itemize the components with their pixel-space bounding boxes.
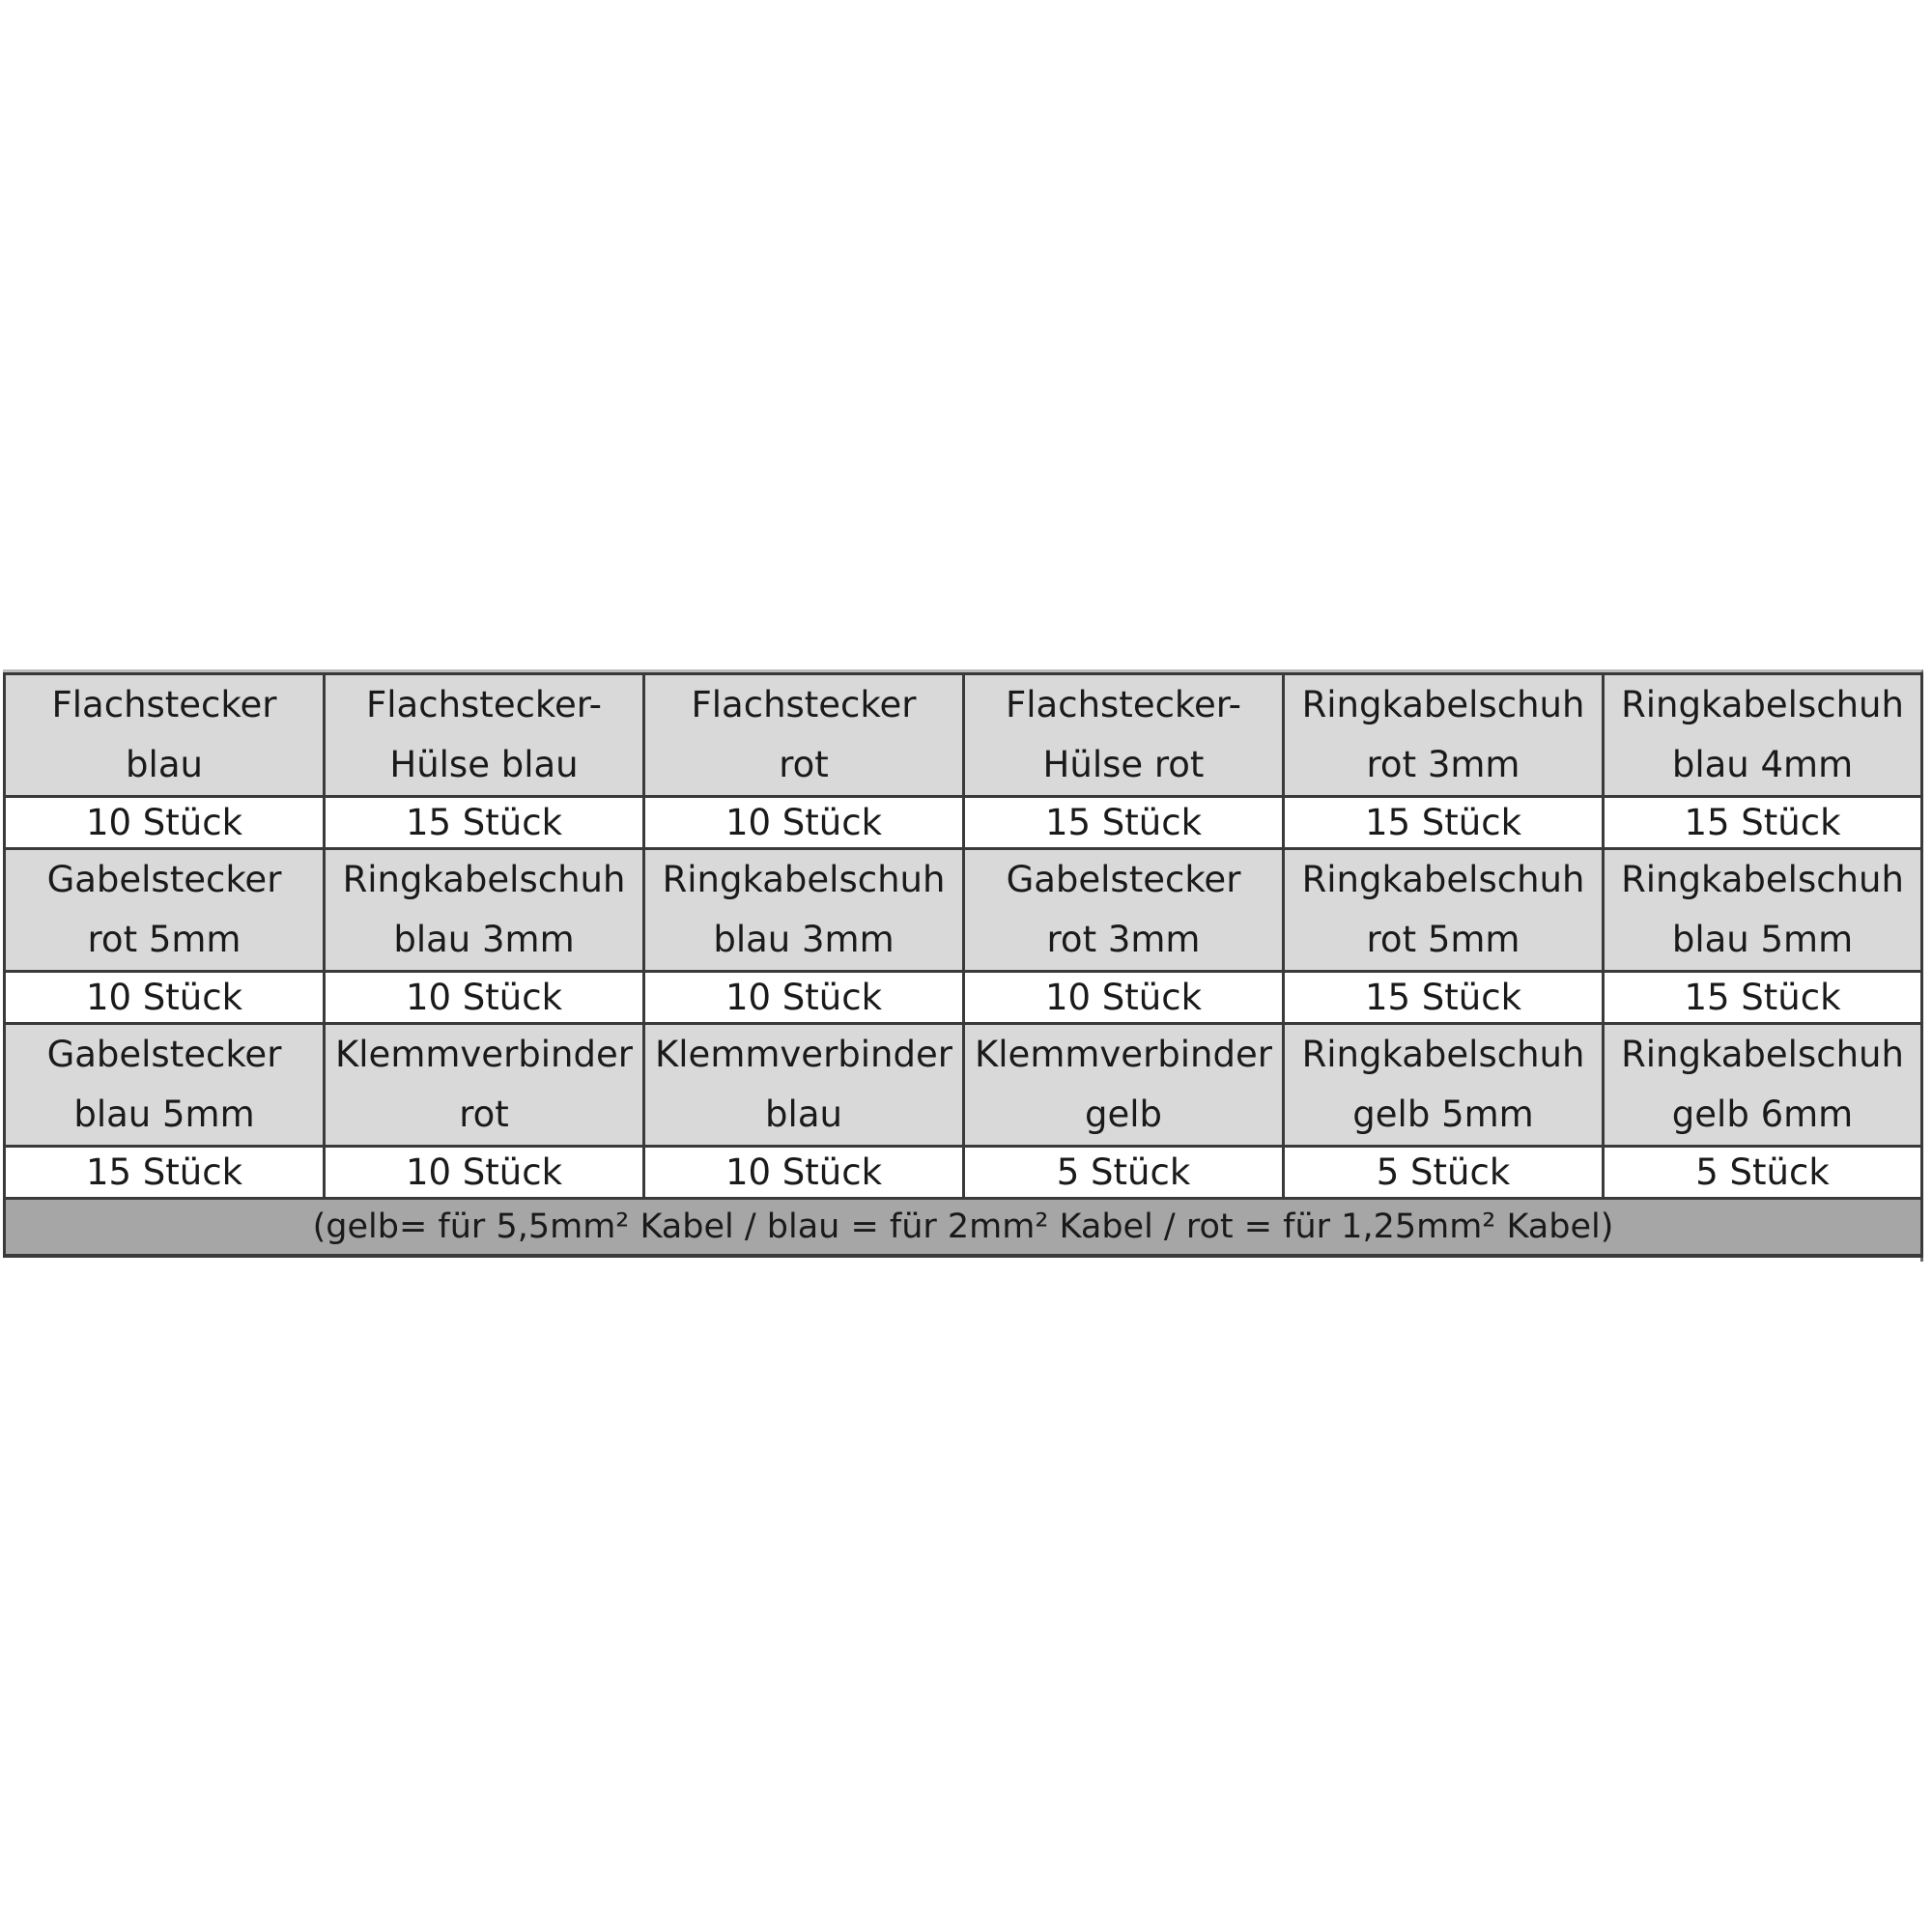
product-name-cell — [964, 674, 1284, 797]
product-name-line: Ringkabelschuh — [342, 859, 626, 900]
product-name-line: Ringkabelschuh — [1301, 1034, 1585, 1075]
quantity-cell: 5 Stück — [1284, 1147, 1604, 1199]
parts-table-container — [3, 669, 1923, 1262]
quantity-row — [5, 972, 1922, 1024]
quantity-cell: 10 Stück — [5, 972, 325, 1024]
product-name-line: Klemmverbinder — [975, 1034, 1272, 1075]
product-name-line: Ringkabelschuh — [662, 859, 946, 900]
product-name-line: Flachstecker — [691, 684, 917, 725]
product-name-line: blau — [126, 744, 203, 785]
product-name-cell — [1284, 674, 1604, 797]
product-name-line: Ringkabelschuh — [1621, 859, 1904, 900]
product-name-line: gelb — [1084, 1094, 1163, 1135]
product-name-cell — [1604, 1024, 1922, 1147]
product-name-cell — [1604, 674, 1922, 797]
product-name-line: Klemmverbinder — [335, 1034, 633, 1075]
footer-row — [5, 1199, 1922, 1257]
product-name-cell — [644, 674, 964, 797]
parts-table — [3, 672, 1923, 1258]
product-name-line: Hülse blau — [389, 744, 579, 785]
quantity-row — [5, 1147, 1922, 1199]
product-name-line: Flachstecker- — [1006, 684, 1241, 725]
product-name-line: gelb 5mm — [1352, 1094, 1534, 1135]
quantity-cell: 10 Stück — [964, 972, 1284, 1024]
quantity-cell: 15 Stück — [964, 797, 1284, 849]
quantity-cell: 10 Stück — [325, 1147, 644, 1199]
product-name-line: Klemmverbinder — [655, 1034, 952, 1075]
product-name-cell — [325, 1024, 644, 1147]
product-name-cell — [1604, 849, 1922, 972]
product-name-line: Flachstecker- — [366, 684, 602, 725]
quantity-cell: 10 Stück — [644, 972, 964, 1024]
product-name-cell — [5, 674, 325, 797]
product-name-line: rot — [779, 744, 829, 785]
product-name-cell — [644, 849, 964, 972]
product-name-line: blau 5mm — [73, 1094, 255, 1135]
product-name-line: gelb 6mm — [1671, 1094, 1854, 1135]
product-name-row — [5, 849, 1922, 972]
product-name-line: Gabelstecker — [46, 859, 282, 900]
product-name-line: Ringkabelschuh — [1621, 1034, 1904, 1075]
quantity-row — [5, 797, 1922, 849]
quantity-cell: 5 Stück — [1604, 1147, 1922, 1199]
quantity-cell: 5 Stück — [964, 1147, 1284, 1199]
product-name-line: Ringkabelschuh — [1621, 684, 1904, 725]
cable-size-note: (gelb= für 5,5mm² Kabel / blau = für 2mm² Kabel / rot = für 1,25mm² Kabel) — [5, 1199, 1922, 1257]
product-name-line: Ringkabelschuh — [1301, 859, 1585, 900]
product-name-line: blau 3mm — [393, 919, 575, 960]
product-name-cell — [964, 849, 1284, 972]
product-name-line: Gabelstecker — [1006, 859, 1241, 900]
product-name-cell — [5, 1024, 325, 1147]
product-name-line: rot — [459, 1094, 509, 1135]
product-name-cell — [1284, 849, 1604, 972]
quantity-cell: 10 Stück — [644, 1147, 964, 1199]
product-name-line: blau — [765, 1094, 842, 1135]
product-name-cell — [5, 849, 325, 972]
quantity-cell: 10 Stück — [644, 797, 964, 849]
product-name-row — [5, 674, 1922, 797]
product-name-cell — [964, 1024, 1284, 1147]
quantity-cell: 15 Stück — [1604, 972, 1922, 1024]
product-name-line: blau 3mm — [713, 919, 895, 960]
quantity-cell: 10 Stück — [5, 797, 325, 849]
product-name-line: blau 4mm — [1671, 744, 1854, 785]
quantity-cell: 10 Stück — [325, 972, 644, 1024]
parts-table-body — [5, 674, 1922, 1257]
product-name-cell — [325, 674, 644, 797]
product-name-cell — [325, 849, 644, 972]
quantity-cell: 15 Stück — [1284, 797, 1604, 849]
product-name-line: rot 3mm — [1046, 919, 1201, 960]
product-name-line: rot 5mm — [87, 919, 242, 960]
product-name-row — [5, 1024, 1922, 1147]
product-name-line: rot 5mm — [1366, 919, 1520, 960]
quantity-cell: 15 Stück — [1284, 972, 1604, 1024]
product-name-line: blau 5mm — [1671, 919, 1854, 960]
product-name-line: Hülse rot — [1042, 744, 1205, 785]
product-name-line: Gabelstecker — [46, 1034, 282, 1075]
product-name-cell — [1284, 1024, 1604, 1147]
quantity-cell: 15 Stück — [325, 797, 644, 849]
product-name-line: rot 3mm — [1366, 744, 1520, 785]
quantity-cell: 15 Stück — [1604, 797, 1922, 849]
product-name-line: Ringkabelschuh — [1301, 684, 1585, 725]
product-name-line: Flachstecker — [51, 684, 277, 725]
quantity-cell: 15 Stück — [5, 1147, 325, 1199]
product-name-cell — [644, 1024, 964, 1147]
